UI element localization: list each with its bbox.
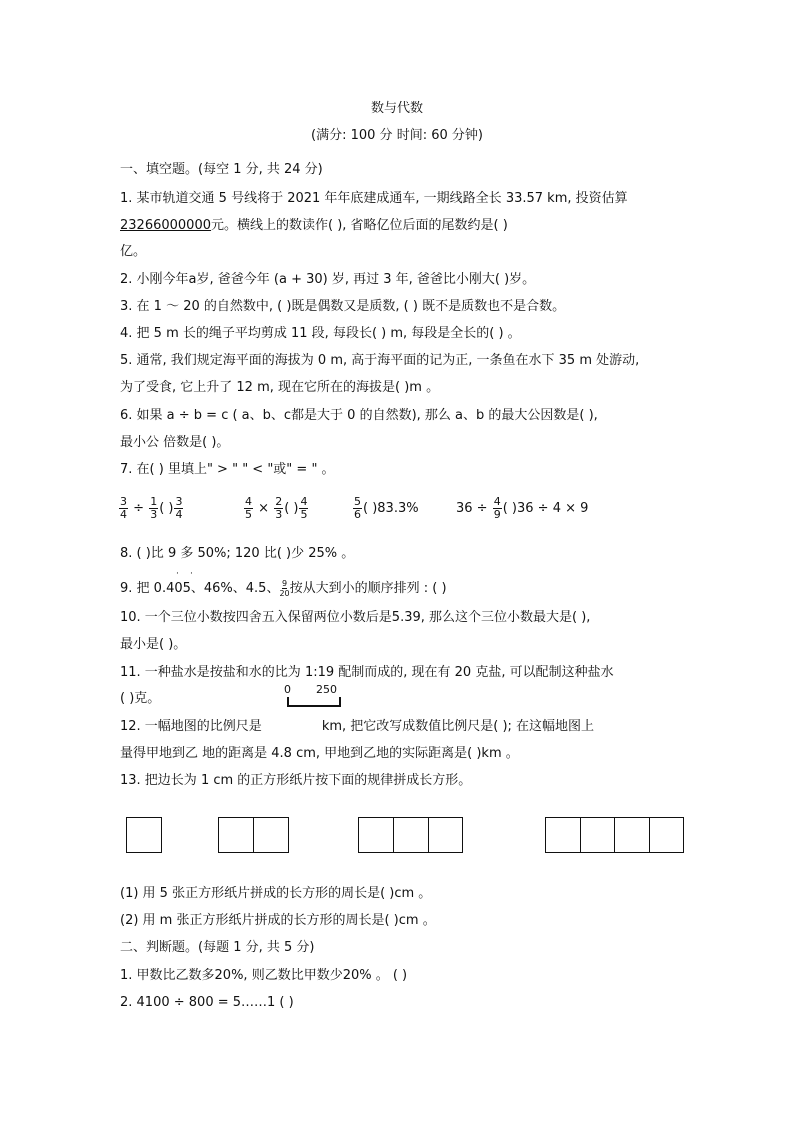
- repeating-dot-mark: ·: [190, 569, 193, 579]
- line-scale-bar: [287, 697, 341, 707]
- q11-line2: ( )克。: [120, 691, 161, 706]
- q1-line2-text: 元。横线上的数读作( ), 省略亿位后面的尾数约是( ): [210, 218, 508, 233]
- scale-label-250: 250: [316, 683, 337, 696]
- q1-line3: 亿。: [120, 244, 147, 259]
- answer-blank: ( ): [284, 501, 299, 516]
- figure-4-squares: [545, 817, 684, 853]
- q13: 13. 把边长为 1 cm 的正方形纸片按下面的规律拼成长方形。: [120, 773, 472, 788]
- q7: 7. 在( ) 里填上" > " " < "或" = " 。: [120, 462, 335, 477]
- judge-q2: 2. 4100 ÷ 800 = 5……1 ( ): [120, 995, 294, 1010]
- q7-item-3: $\frac{5}{6}$ ( )83.3%: [354, 495, 419, 521]
- fraction: $\frac{5}{6}$: [354, 495, 361, 521]
- q13-sub1: (1) 用 5 张正方形纸片拼成的长方形的周长是( )cm 。: [120, 886, 432, 901]
- figure-2-squares: [218, 817, 289, 853]
- q1-line2: [120, 217, 508, 235]
- q10-line2: 最小是( )。: [120, 637, 187, 652]
- section2-heading: 二、判断题。(每题 1 分, 共 5 分): [120, 940, 315, 955]
- q9: 9. 把 0.405、46%、4.5、 $\frac{9}{20}$ 按从大到小的顺序排列 : ( ): [120, 579, 447, 598]
- repeating-dot-mark: ·: [176, 569, 179, 579]
- fraction: $\frac{3}{4}$: [175, 495, 183, 521]
- fraction: $\frac{4}{5}$: [300, 495, 308, 521]
- q1-underlined-number: 23266000000: [120, 218, 211, 233]
- q3: 3. 在 1 ～ 20 的自然数中, ( )既是偶数又是质数, ( ) 既不是质数也不是合数。: [120, 299, 566, 314]
- page-title: 数与代数: [370, 101, 423, 116]
- q8: 8. ( )比 9 多 50%; 120 比( )少 25% 。: [120, 546, 355, 561]
- q11-line1: 11. 一种盐水是按盐和水的比为 1:19 配制而成的, 现在有 20 克盐, 可以配制这种盐水: [120, 665, 614, 680]
- judge-q1: 1. 甲数比乙数多20%, 则乙数比甲数少20% 。 ( ): [120, 968, 408, 983]
- q6-line1: 6. 如果 a ÷ b = c ( a、b、c都是大于 0 的自然数), 那么 a、b 的最大公因数是( ),: [120, 408, 598, 423]
- q2: 2. 小刚今年a岁, 爸爸今年 (a + 30) 岁, 再过 3 年, 爸爸比小刚大( )岁。: [120, 272, 536, 287]
- q13-sub2: (2) 用 m 张正方形纸片拼成的长方形的周长是( )cm 。: [120, 913, 436, 928]
- q7-item-4: 36 ÷ $\frac{4}{9}$ ( )36 ÷ 4 × 9: [456, 495, 589, 521]
- section1-heading: 一、填空题。(每空 1 分, 共 24 分): [120, 162, 323, 177]
- fraction: $\frac{1}{3}$: [150, 495, 158, 521]
- fraction: $\frac{3}{4}$: [120, 495, 127, 521]
- answer-blank: ( ): [159, 501, 174, 516]
- fraction: $\frac{4}{5}$: [245, 495, 252, 521]
- q12-line2: 量得甲地到乙 地的距离是 4.8 cm, 甲地到乙地的实际距离是( )km 。: [120, 746, 519, 761]
- fraction: $\frac{9}{20}$: [279, 579, 290, 598]
- q7-item-1: $\frac{3}{4}$ ÷ $\frac{1}{3}$ ( ) $\frac{3}{4}$: [120, 495, 183, 521]
- q7-item-2: $\frac{4}{5}$ × $\frac{2}{3}$ ( ) $\frac{4}{5}$: [245, 495, 308, 521]
- q6-line2: 最小公 倍数是( )。: [120, 435, 230, 450]
- page-subtitle: (满分: 100 分 时间: 60 分钟): [311, 128, 483, 143]
- q5-line1: 5. 通常, 我们规定海平面的海拔为 0 m, 高于海平面的记为正, 一条鱼在水下 35 m 处游动,: [120, 353, 640, 368]
- fraction: $\frac{2}{3}$: [275, 495, 283, 521]
- figure-3-squares: [358, 817, 463, 853]
- q4: 4. 把 5 m 长的绳子平均剪成 11 段, 每段长( ) m, 每段是全长的( ) 。: [120, 326, 521, 341]
- q1-line1: 1. 某市轨道交通 5 号线将于 2021 年年底建成通车, 一期线路全长 33.57 km, 投资估算: [120, 191, 628, 206]
- q10-line1: 10. 一个三位小数按四舍五入保留两位小数后是5.39, 那么这个三位小数最大是( ),: [120, 610, 591, 625]
- figure-1-square: [126, 817, 162, 853]
- q5-line2: 为了受食, 它上升了 12 m, 现在它所在的海拔是( )m 。: [120, 380, 440, 395]
- q12-line1: 12. 一幅地图的比例尺是 km, 把它改写成数值比例尺是( ); 在这幅地图上: [120, 719, 595, 734]
- fraction: $\frac{4}{9}$: [493, 495, 501, 521]
- scale-label-zero: 0: [284, 683, 291, 696]
